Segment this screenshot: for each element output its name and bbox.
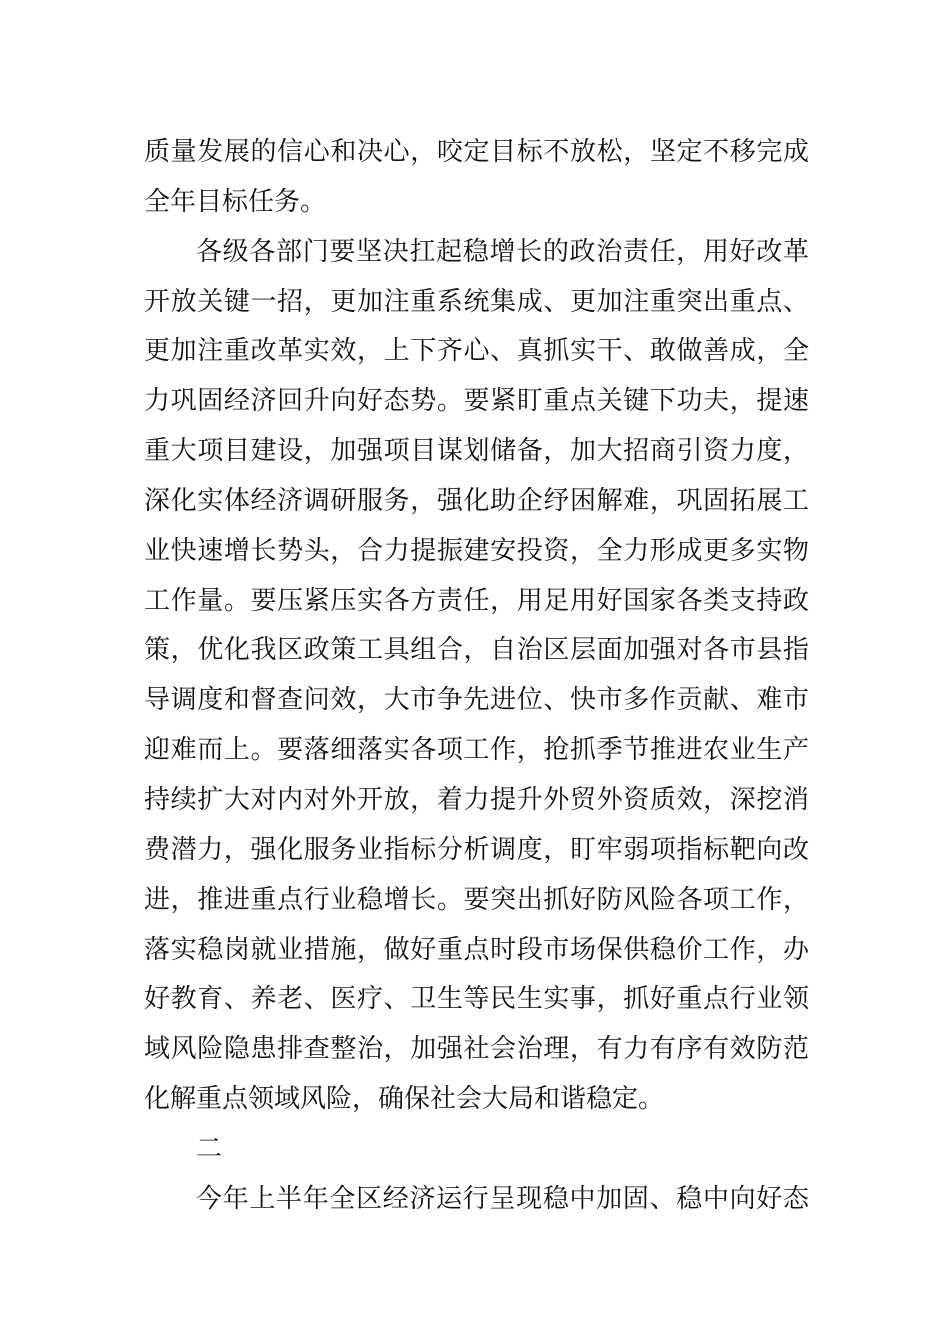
text-line: 业快速增长势头，合力提振建安投资，全力形成更多实物 xyxy=(144,535,809,566)
text-line: 力巩固经济回升向好态势。要紧盯重点关键下功夫，提速 xyxy=(144,386,809,417)
text-line: 工作量。要压紧压实各方责任，用足用好国家各类支持政 xyxy=(144,585,809,616)
text-line: 开放关键一招，更加注重系统集成、更加注重突出重点、 xyxy=(144,286,809,317)
text-line: 全年目标任务。 xyxy=(144,186,327,217)
text-line: 好教育、养老、医疗、卫生等民生实事，抓好重点行业领 xyxy=(144,984,809,1015)
text-line: 导调度和督查问效，大市争先进位、快市多作贡献、难市 xyxy=(144,685,809,716)
text-line: 进，推进重点行业稳增长。要突出抓好防风险各项工作， xyxy=(144,884,809,915)
text-line: 更加注重改革实效，上下齐心、真抓实干、敢做善成，全 xyxy=(144,336,809,367)
section-heading: 二 xyxy=(196,1133,223,1164)
text-line: 迎难而上。要落细落实各项工作，抢抓季节推进农业生产 xyxy=(144,735,809,766)
text-line: 深化实体经济调研服务，强化助企纾困解难，巩固拓展工 xyxy=(144,485,809,516)
text-line: 重大项目建设，加强项目谋划储备，加大招商引资力度， xyxy=(144,436,809,467)
text-line: 落实稳岗就业措施，做好重点时段市场保供稳价工作，办 xyxy=(144,934,809,965)
text-line: 持续扩大对内对外开放，着力提升外贸外资质效，深挖消 xyxy=(144,784,809,815)
text-line: 费潜力，强化服务业指标分析调度，盯牢弱项指标靶向改 xyxy=(144,834,809,865)
text-line: 化解重点领域风险，确保社会大局和谐稳定。 xyxy=(144,1084,665,1115)
document-body xyxy=(144,128,809,1225)
text-line: 质量发展的信心和决心，咬定目标不放松，坚定不移完成 xyxy=(144,137,809,167)
paragraph-start-line: 今年上半年全区经济运行呈现稳中加固、稳中向好态 xyxy=(196,1183,809,1214)
text-line: 域风险隐患排查整治，加强社会治理，有力有序有效防范 xyxy=(144,1034,809,1065)
text-line: 策，优化我区政策工具组合，自治区层面加强对各市县指 xyxy=(144,635,809,666)
paragraph-start-line: 各级各部门要坚决扛起稳增长的政治责任，用好改革 xyxy=(196,236,809,267)
